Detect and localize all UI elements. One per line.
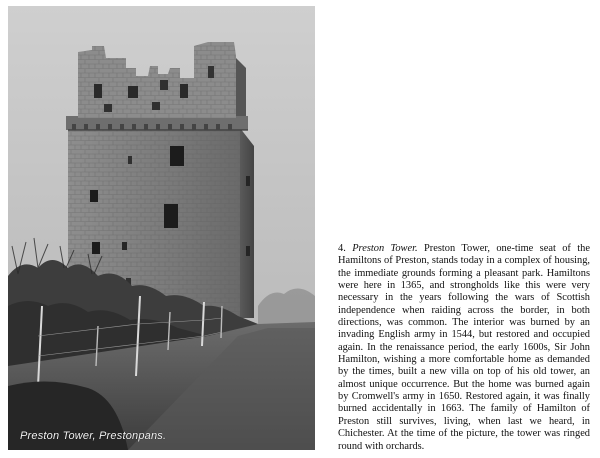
entry-number: 4. — [338, 243, 346, 254]
article-text — [338, 243, 590, 453]
photo-caption: Preston Tower, Prestonpans. — [20, 430, 167, 442]
preston-tower-photograph — [8, 6, 315, 450]
entry-title: Preston Tower. — [352, 243, 418, 254]
tower-photo-image — [8, 6, 315, 450]
entry-body: Preston Tower, one-time seat of the Hamiltons of Preston, stands today in a complex of housing, the immediate grounds forming a pleasant park. Hamiltons were here in 1365, and strongholds like this were very necessary in the years following the wars of Scottish independence when raiding across the border, in both directions, was common. The interior was burned by an invading English army in 1544, but restored and occupied again. In the renaissance period, the early 1600s, Sir John Hamilton, wishing a more comfortable home as demanded by the times, built a new villa on top of his old tower, an almost unique occurrence. But the home was burned again by Cromwell's army in 1650. Restored again, it was finally burned accidentally in 1663. The family of Hamilton of Preston still survives, living, when last we heard, in Chichester. At the time of the picture, the tower was ringed round with orchards. — [338, 243, 590, 452]
